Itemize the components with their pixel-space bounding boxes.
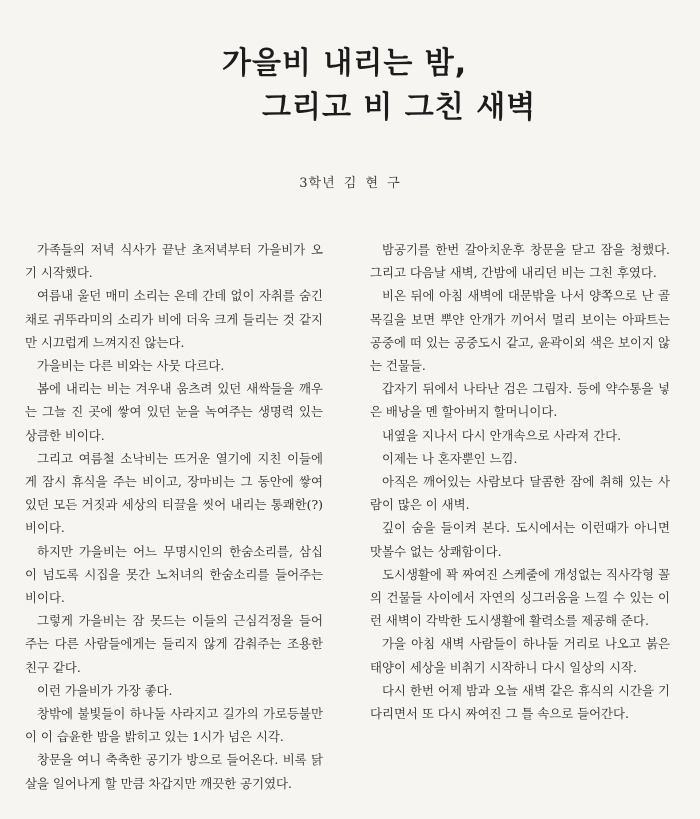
paragraph: 가족들의 저녁 식사가 끝난 초저녁부터 가을비가 오기 시작했다. [25,242,323,281]
paragraph: 가을비는 다른 비와는 사뭇 다르다. [37,358,225,374]
paragraph: 갑자기 뒤에서 나타난 검은 그림자. 등에 약수통을 넣은 배낭을 멘 할아버지 할머니이다. [370,381,670,420]
paragraph: 그리고 여름철 소낙비는 뜨거운 열기에 지친 이들에게 잠시 휴식을 주는 비이고, 장마비는 그 동안에 쌓여 있던 모든 거짓과 세상의 티끌을 씻어 내리는 통쾌한(?) 비이다. [25,450,323,536]
paragraph: 아직은 깨어있는 사람보다 달콤한 잠에 취해 있는 사람이 많은 이 새벽. [370,474,670,513]
paragraph: 여름내 울던 매미 소리는 온데 간데 없이 자취를 숨긴채로 귀뚜라미의 소리가 비에 더욱 크게 들리는 것 같지만 시끄럽게 느껴지진 않는다. [25,288,323,350]
paragraph: 깊이 숨을 들이켜 본다. 도시에서는 이런때가 아니면 맛볼수 없는 상쾌함이다. [370,520,670,559]
paragraph: 하지만 가을비는 어느 무명시인의 한숨소리를, 삼십이 넘도록 시집을 못간 노처녀의 한숨소리를 들어주는 비이다. [25,543,323,606]
right-column [370,238,670,725]
paragraph: 이런 가을비가 가장 좋다. [37,682,173,698]
paragraph: 봄에 내리는 비는 겨우내 움츠려 있던 새싹들을 깨우는 그늘 진 곳에 쌓여 있던 눈을 녹여주는 생명력 있는 상큼한 비이다. [25,381,323,443]
paragraph: 가을 아침 새벽 사람들이 하나둘 거리로 나오고 붉은 태양이 세상을 비취기 시작하니 다시 일상의 시작. [370,636,670,675]
paragraph-continued: 밤공기를 한번 갈아치운후 창문을 닫고 잠을 청했다. 그리고 다음날 새벽, 간밤에 내리던 비는 그친 후였다. [370,242,670,281]
title-line-1: 가을비 내리는 밤, [222,46,468,81]
paragraph: 비온 뒤에 아침 새벽에 대문밖을 나서 양쪽으로 난 골목길을 보면 뿌얀 안개가 끼어서 멀리 보이는 아파트는 공중에 떠 있는 공중도시 같고, 윤곽이외 색은 보이지 않는 건물들. [370,288,670,374]
author-byline: 3학년 김 현 구 [299,176,401,191]
paragraph: 그렇게 가을비는 잠 못드는 이들의 근심걱정을 들어 주는 다른 사람들에게는 들리지 않게 감춰주는 조용한 친구 같다. [25,613,323,675]
paragraph: 창밖에 불빛들이 하나둘 사라지고 길가의 가로등불만이 이 습윤한 밤을 밝히고 있는 1시가 넘은 시각. [25,706,323,745]
paragraph: 도시생활에 꽉 짜여진 스케줄에 개성없는 직사각형 꼴의 건물들 사이에서 자연의 싱그러움을 느낄 수 있는 이런 새벽이 각박한 도시생활에 활력소를 제공해 준다. [370,566,670,629]
paragraph: 창문을 여니 축축한 공기가 방으로 들어온다. 비록 닭살을 일어나게 할 만큼 차갑지만 깨끗한 공기였다. [25,752,323,791]
paragraph: 다시 한번 어제 밤과 오늘 새벽 같은 휴식의 시간을 기다리면서 또 다시 짜여진 그 틀 속으로 들어간다. [370,682,670,722]
paragraph: 이제는 나 혼자뿐인 느낌. [382,450,518,466]
paragraph: 내옆을 지나서 다시 안개속으로 사라져 간다. [382,427,622,443]
left-column [25,238,323,795]
title-line-2: 그리고 비 그친 새벽 [262,90,537,125]
